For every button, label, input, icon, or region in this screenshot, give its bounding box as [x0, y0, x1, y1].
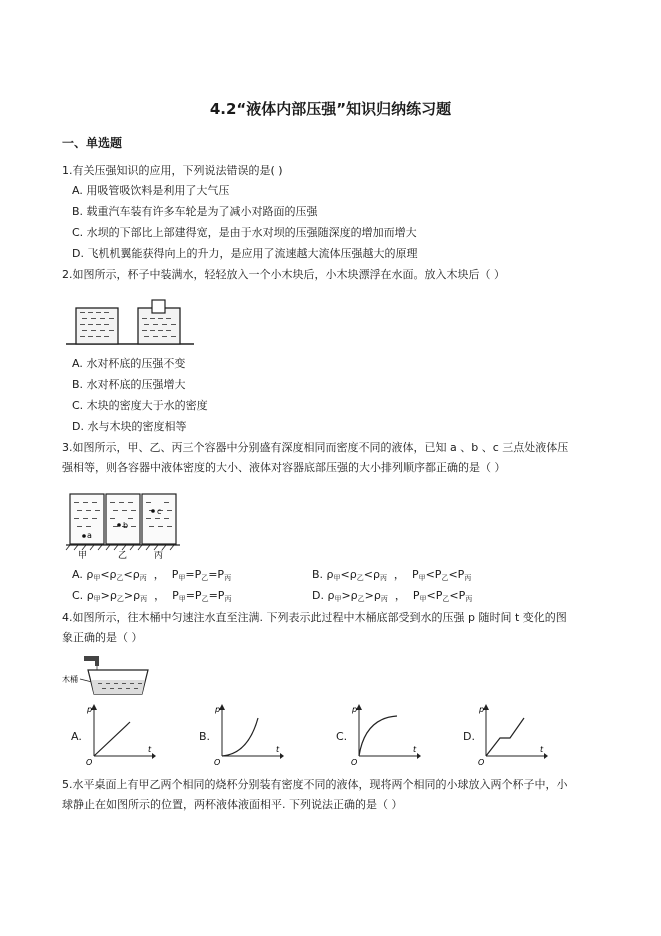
- question-2-option-b[interactable]: B. 水对杯底的压强增大: [72, 378, 186, 391]
- option-text: <P: [448, 568, 465, 581]
- option-text: ρ: [326, 568, 334, 581]
- subscript: 甲: [334, 595, 342, 603]
- subscript: 乙: [116, 574, 124, 582]
- question-5-stem-line-2: 球静止在如图所示的位置，两杯液体液面相平. 下列说法正确的是（ ）: [62, 798, 403, 811]
- option-text: ρ: [86, 568, 94, 581]
- option-text: =P: [208, 568, 225, 581]
- subscript: 丙: [465, 595, 473, 603]
- subscript: 丙: [140, 595, 148, 603]
- question-5-stem-line-1: 5.水平桌面上有甲乙两个相同的烧杯分别装有密度不同的液体，现将两个相同的小球放入两个杯子中，小: [62, 778, 568, 791]
- subscript: 丙: [139, 574, 147, 582]
- option-text: P: [172, 589, 179, 602]
- graph-c: [351, 704, 421, 766]
- subscript: 乙: [357, 595, 365, 603]
- question-3-figure: [66, 488, 186, 560]
- question-1-option-a[interactable]: A. 用吸管吸饮料是利用了大气压: [72, 184, 230, 197]
- option-text: P: [411, 568, 419, 581]
- origin-label: O: [86, 758, 93, 767]
- question-4-bucket-figure: [62, 652, 152, 696]
- axis-x-label: t: [413, 745, 417, 754]
- question-4-stem-line-1: 4.如图所示，往木桶中匀速注水直至注满. 下列表示此过程中木桶底部受到水的压强 p 随时间 t 变化的图: [62, 611, 567, 624]
- question-1-option-c[interactable]: C. 水坝的下部比上部建得宽，是由于水对坝的压强随深度的增加而增大: [72, 226, 417, 239]
- question-2-stem: 2.如图所示，杯子中装满水，轻轻放入一个小木块后，小木块漂浮在水面。放入木块后（ ）: [62, 268, 505, 281]
- subscript: 甲: [178, 595, 186, 603]
- option-text: >ρ: [123, 589, 141, 602]
- question-3-stem-line-2: 强相等，则各容器中液体密度的大小、液体对容器底部压强的大小排列顺序都正确的是（ ）: [62, 461, 506, 474]
- graph-b: [214, 704, 284, 766]
- option-text: <ρ: [123, 568, 140, 581]
- section-heading: 一、单选题: [62, 136, 123, 150]
- origin-label: O: [351, 758, 358, 767]
- option-text: <ρ: [340, 568, 357, 581]
- subscript: 乙: [441, 574, 449, 582]
- container-label-yi: 乙: [118, 551, 128, 561]
- option-text: <P: [426, 589, 443, 602]
- question-2-figure: [66, 290, 196, 348]
- option-text: <P: [449, 589, 466, 602]
- graph-a: [86, 704, 156, 766]
- graph-a-label[interactable]: A.: [71, 730, 82, 743]
- option-letter: D.: [312, 589, 328, 602]
- origin-label: O: [478, 758, 485, 767]
- subscript: 乙: [356, 574, 364, 582]
- graph-d-label[interactable]: D.: [463, 730, 475, 743]
- question-3-stem-line-1: 3.如图所示，甲、乙、丙三个容器中分别盛有深度相同而密度不同的液体，已知 a 、b 、c 三点处液体压: [62, 441, 569, 454]
- subscript: 甲: [178, 574, 186, 582]
- option-text: <ρ: [100, 568, 117, 581]
- option-text: =P: [185, 589, 202, 602]
- option-letter: C.: [72, 589, 87, 602]
- axis-y-label: p: [87, 705, 93, 714]
- subscript: 乙: [116, 595, 124, 603]
- origin-label: O: [214, 758, 221, 767]
- axis-x-label: t: [148, 745, 152, 754]
- axis-x-label: t: [540, 745, 544, 754]
- option-text: ρ: [327, 589, 335, 602]
- option-text: >ρ: [364, 589, 381, 602]
- question-4-stem-line-2: 象正确的是（ ）: [62, 631, 143, 644]
- page-title: 4.2“液体内部压强”知识归纳练习题: [209, 100, 452, 118]
- subscript: 丙: [380, 595, 388, 603]
- subscript: 丙: [224, 595, 232, 603]
- subscript: 甲: [419, 595, 427, 603]
- subscript: 乙: [201, 595, 209, 603]
- graph-c-label[interactable]: C.: [336, 730, 348, 743]
- subscript: 丙: [464, 574, 472, 582]
- bucket-label: 木桶: [62, 675, 78, 684]
- axis-y-label: p: [352, 705, 358, 714]
- subscript: 乙: [201, 574, 209, 582]
- separator: ，: [387, 589, 413, 602]
- option-text: >ρ: [341, 589, 358, 602]
- separator: ，: [386, 568, 412, 581]
- question-1-stem: 1.有关压强知识的应用，下列说法错误的是( ): [62, 164, 283, 177]
- axis-x-label: t: [276, 745, 280, 754]
- option-letter: B.: [312, 568, 327, 581]
- question-3-option-c[interactable]: [72, 589, 231, 604]
- option-text: >ρ: [100, 589, 117, 602]
- option-text: <ρ: [363, 568, 380, 581]
- separator: ，: [147, 589, 173, 602]
- subscript: 甲: [333, 574, 341, 582]
- option-letter: A.: [72, 568, 87, 581]
- option-text: ρ: [86, 589, 94, 602]
- subscript: 丙: [224, 574, 232, 582]
- point-label-a: a: [87, 531, 92, 540]
- container-label-bing: 丙: [154, 551, 164, 561]
- graph-d: [478, 704, 548, 766]
- question-2-option-a[interactable]: A. 水对杯底的压强不变: [72, 357, 186, 370]
- question-2-option-d[interactable]: D. 水与木块的密度相等: [72, 420, 187, 433]
- question-3-option-b[interactable]: [312, 568, 471, 583]
- question-1-option-b[interactable]: B. 载重汽车装有许多车轮是为了减小对路面的压强: [72, 205, 318, 218]
- option-text: <P: [425, 568, 442, 581]
- question-1-option-d[interactable]: D. 飞机机翼能获得向上的升力，是应用了流速越大流体压强越大的原理: [72, 247, 418, 260]
- axis-y-label: p: [479, 705, 485, 714]
- option-text: =P: [185, 568, 202, 581]
- subscript: 丙: [379, 574, 387, 582]
- question-2-option-c[interactable]: C. 木块的密度大于水的密度: [72, 399, 208, 412]
- point-label-c: c: [157, 507, 162, 516]
- subscript: 乙: [442, 595, 450, 603]
- subscript: 甲: [93, 595, 101, 603]
- separator: ，: [146, 568, 172, 581]
- option-text: =P: [208, 589, 225, 602]
- axis-y-label: p: [215, 705, 221, 714]
- subscript: 甲: [418, 574, 426, 582]
- container-label-jia: 甲: [78, 551, 88, 561]
- point-label-b: b: [123, 521, 129, 530]
- subscript: 甲: [93, 574, 101, 582]
- question-3-option-d[interactable]: [312, 589, 472, 604]
- option-text: P: [171, 568, 179, 581]
- question-3-option-a[interactable]: [72, 568, 231, 583]
- option-text: P: [412, 589, 420, 602]
- graph-b-label[interactable]: B.: [199, 730, 211, 743]
